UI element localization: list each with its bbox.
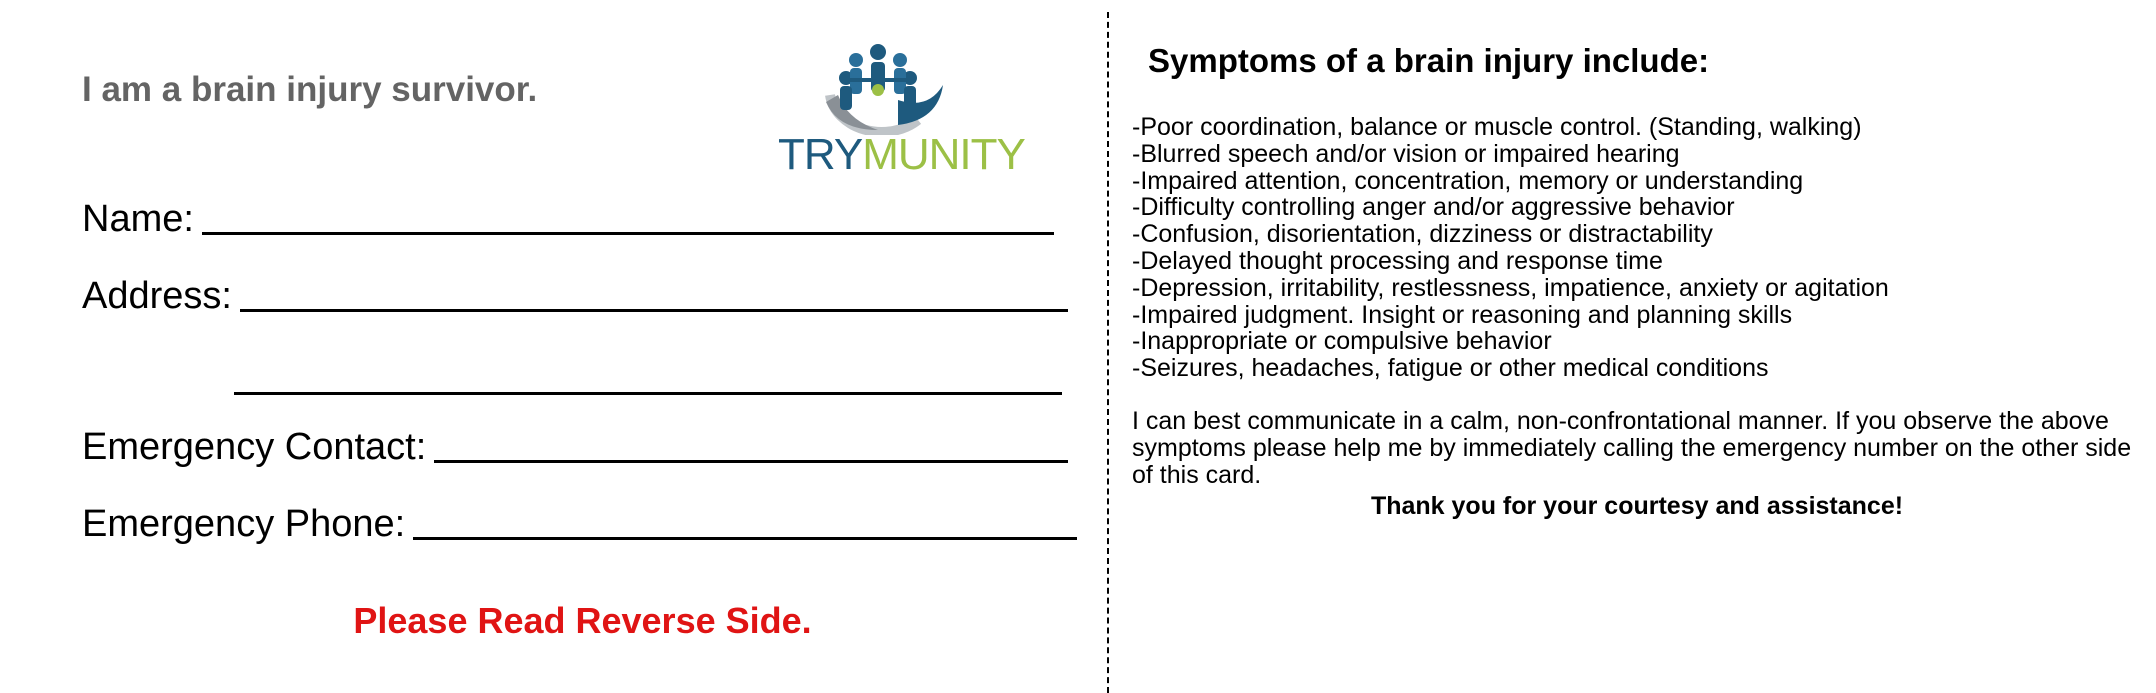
emergency-phone-field[interactable] xyxy=(82,503,1077,546)
symptom-item: -Delayed thought processing and response time xyxy=(1132,246,1663,275)
symptoms-list xyxy=(1132,114,1889,382)
symptom-item: -Depression, irritability, restlessness, impatience, anxiety or agitation xyxy=(1132,273,1889,302)
symptom-item: -Seizures, headaches, fatigue or other medical conditions xyxy=(1132,354,1769,383)
symptom-item: -Confusion, disorientation, dizziness or distractability xyxy=(1132,220,1713,249)
communication-instructions: I can best communicate in a calm, non-confrontational manner. If you observe the above symptoms please help me by immediately calling the emergency number on the other side of this card. xyxy=(1132,407,2132,489)
survivor-statement: I am a brain injury survivor. xyxy=(82,70,538,109)
name-line[interactable] xyxy=(202,232,1054,235)
address-label: Address: xyxy=(82,275,232,317)
address-line-1[interactable] xyxy=(240,309,1068,312)
trymunity-logo xyxy=(778,40,1025,179)
name-label: Name: xyxy=(82,198,194,240)
symptom-item: -Impaired judgment. Insight or reasoning and planning skills xyxy=(1132,300,1793,329)
card-back xyxy=(1110,0,2156,693)
reverse-side-notice: Please Read Reverse Side. xyxy=(353,600,812,641)
logo-text-try: TRY xyxy=(778,130,863,179)
emergency-contact-label: Emergency Contact: xyxy=(82,426,427,468)
thank-you-note: Thank you for your courtesy and assistance! xyxy=(1370,492,1904,520)
emergency-phone-line[interactable] xyxy=(413,537,1077,540)
symptom-item: -Poor coordination, balance or muscle control. (Standing, walking) xyxy=(1132,113,1862,141)
logo-wordmark xyxy=(778,130,1025,180)
symptoms-title: Symptoms of a brain injury include: xyxy=(1148,42,1710,79)
emergency-contact-field[interactable] xyxy=(82,426,1068,469)
symptom-item: -Inappropriate or compulsive behavior xyxy=(1132,327,1552,356)
name-field[interactable] xyxy=(82,198,1054,241)
symptom-item: -Blurred speech and/or vision or impaired hearing xyxy=(1132,139,1680,168)
symptom-item: -Impaired attention, concentration, memory or understanding xyxy=(1132,166,1804,195)
address-field[interactable] xyxy=(82,275,1068,318)
address-line-2[interactable] xyxy=(234,392,1062,395)
card-fold-divider xyxy=(1107,12,1109,693)
logo-text-munity: MUNITY xyxy=(862,130,1025,179)
emergency-contact-line[interactable] xyxy=(434,460,1068,463)
people-circle-hands-icon xyxy=(778,40,1008,135)
emergency-phone-label: Emergency Phone: xyxy=(82,503,406,545)
symptom-item: -Difficulty controlling anger and/or aggressive behavior xyxy=(1132,193,1735,222)
